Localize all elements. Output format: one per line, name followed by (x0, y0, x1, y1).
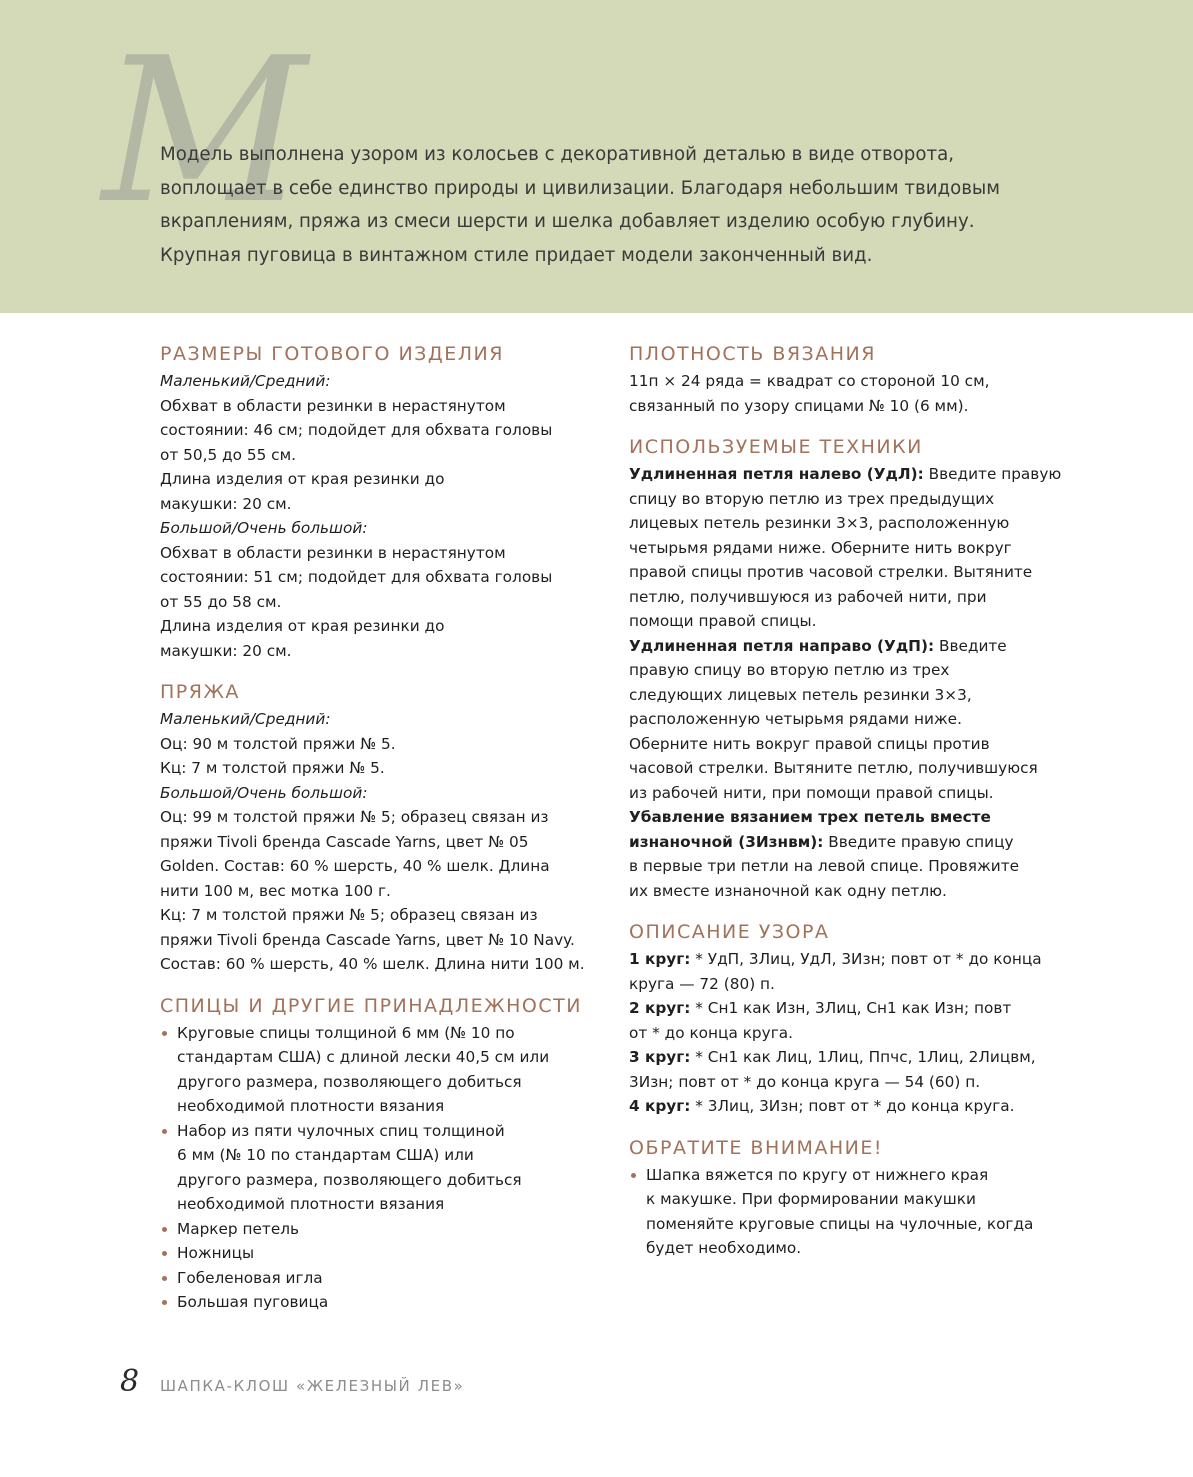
round-label: 3 круг: (629, 1048, 691, 1066)
text-line: пряжи Tivoli бренда Cascade Yarns, цвет № 05 (160, 832, 529, 851)
text-line: поменяйте круговые спицы на чулочные, когда (646, 1214, 1034, 1233)
running-title: ШАПКА-КЛОШ «ЖЕЛЕЗНЫЙ ЛЕВ» (160, 1377, 465, 1395)
text-line: Golden. Состав: 60 % шерсть, 40 % шелк. Длина (160, 857, 550, 875)
text-line: спицу во вторую петлю из трех предыдущих (629, 489, 995, 508)
text-line: следующих лицевых петель резинки 3×3, (629, 685, 972, 704)
term-label: Удлиненная петля направо (УдП): (629, 636, 935, 655)
text-line: пряжи Tivoli бренда Cascade Yarns, цвет № 10 Navy. (160, 930, 575, 949)
right-column (629, 339, 1075, 1275)
text-line: круга — 72 (80) п. (629, 974, 775, 993)
yarn-section (160, 677, 600, 977)
text-line: будет необходимо. (646, 1239, 802, 1257)
text-line: Длина изделия от края резинки до (160, 617, 445, 635)
text-line: Маркер петель (177, 1219, 300, 1238)
list-item (160, 1290, 600, 1315)
text-line: нити 100 м, вес мотка 100 г. (160, 881, 391, 900)
text-line: состоянии: 46 см; подойдет для обхвата головы (160, 421, 553, 439)
text-line: расположенную четырьмя рядами ниже. (629, 710, 962, 728)
text-line (629, 830, 1075, 855)
term-text: Введите правую (923, 465, 1062, 483)
term-label: Удлиненная петля налево (УдЛ): (629, 465, 924, 483)
techniques-heading: ИСПОЛЬЗУЕМЫЕ ТЕХНИКИ (629, 436, 923, 458)
text-line: связанный по узору спицами № 10 (6 мм). (629, 396, 969, 415)
text-line: Кц: 7 м толстой пряжи № 5. (160, 759, 385, 777)
text-line: Обхват в области резинки в нерастянутом (160, 396, 506, 415)
intro-line: вкраплениям, пряжа из смеси шерсти и шелка добавляет изделию особую глубину. (160, 211, 975, 232)
text-line: другого размера, позволяющего добиться (177, 1170, 522, 1189)
text-line (629, 462, 1075, 487)
pattern-section (629, 917, 1075, 1119)
size-subheading: Большой/Очень большой: (160, 519, 368, 537)
text-line: Оберните нить вокруг правой спицы против (629, 734, 990, 753)
text-line: необходимой плотности вязания (177, 1097, 445, 1115)
pattern-heading: ОПИСАНИЕ УЗОРА (629, 921, 830, 943)
gauge-section (629, 339, 1075, 418)
text-line: Оц: 99 м толстой пряжи № 5; образец связан из (160, 808, 549, 826)
round-label: 4 круг: (629, 1097, 691, 1115)
text-line: в первые три петли на левой спице. Провяжите (629, 857, 1020, 875)
size-subheading: Маленький/Средний: (160, 372, 331, 390)
text-line: 11п × 24 ряда = квадрат со стороной 10 см, (629, 372, 990, 390)
text-line: 3Изн; повт от * до конца круга — 54 (60) п. (629, 1072, 981, 1091)
note-section (629, 1133, 1075, 1261)
intro-paragraph (160, 138, 1080, 272)
sizes-section (160, 339, 600, 663)
text-line: Большая пуговица (177, 1293, 329, 1311)
text-line: часовой стрелки. Вытяните петлю, получившуюся (629, 759, 1038, 777)
list-item (160, 1241, 600, 1266)
term-label: изнаночной (3Изнвм): (629, 832, 824, 851)
text-line: к макушке. При формировании макушки (646, 1190, 976, 1208)
text-line: Обхват в области резинки в нерастянутом (160, 543, 506, 562)
round-label: 1 круг: (629, 950, 691, 968)
text-line: от 55 до 58 см. (160, 592, 282, 611)
size-subheading: Маленький/Средний: (160, 710, 331, 728)
text-line: другого размера, позволяющего добиться (177, 1072, 522, 1091)
text-line: Набор из пяти чулочных спиц толщиной (177, 1121, 505, 1140)
round-text: * УдП, 3Лиц, УдЛ, 3Изн; повт от * до конца (690, 950, 1042, 968)
intro-line: Модель выполнена узором из колосьев с декоративной деталью в виде отворота, (160, 144, 954, 165)
round-text: * 3Лиц, 3Изн; повт от * до конца круга. (690, 1097, 1015, 1115)
text-line: макушки: 20 см. (160, 641, 292, 660)
sizes-heading: РАЗМЕРЫ ГОТОВОГО ИЗДЕЛИЯ (160, 343, 504, 365)
yarn-heading: ПРЯЖА (160, 681, 240, 703)
text-line: Гобеленовая игла (177, 1268, 323, 1287)
text-line: петлю, получившуюся из рабочей нити, при (629, 587, 987, 606)
list-item (160, 1266, 600, 1291)
intro-line: Крупная пуговица в винтажном стиле придает модели законченный вид. (160, 244, 873, 266)
intro-panel (0, 0, 1193, 313)
note-heading: ОБРАТИТЕ ВНИМАНИЕ! (629, 1136, 883, 1159)
text-line: Шапка вяжется по кругу от нижнего края (646, 1165, 989, 1184)
tools-heading: СПИЦЫ И ДРУГИЕ ПРИНАДЛЕЖНОСТИ (160, 994, 582, 1017)
text-line: правую спицу во вторую петлю из трех (629, 661, 950, 679)
text-line: помощи правой спицы. (629, 612, 817, 630)
round-text: * Сн1 как Изн, 3Лиц, Сн1 как Изн; повт (690, 999, 1012, 1017)
page-number: 8 (120, 1364, 140, 1399)
round-label: 2 круг: (629, 999, 691, 1017)
text-line: от 50,5 до 55 см. (160, 445, 296, 464)
text-line: четырьмя рядами ниже. Оберните нить вокруг (629, 538, 1012, 557)
term-text: Введите правую спицу (823, 832, 1014, 851)
drop-cap: M (102, 15, 307, 248)
list-item (160, 1119, 600, 1217)
text-line: Круговые спицы толщиной 6 мм (№ 10 по (177, 1023, 515, 1042)
text-line: их вместе изнаночной как одну петлю. (629, 881, 947, 900)
text-line: макушки: 20 см. (160, 494, 292, 513)
tools-section (160, 991, 600, 1315)
round-text: * Сн1 как Лиц, 1Лиц, Ппчс, 1Лиц, 2Лицвм, (690, 1048, 1036, 1066)
text-line (629, 996, 1075, 1021)
text-line (629, 947, 1075, 972)
techniques-section (629, 432, 1075, 903)
text-line: 6 мм (№ 10 по стандартам США) или (177, 1146, 474, 1164)
gauge-heading: ПЛОТНОСТЬ ВЯЗАНИЯ (629, 343, 876, 365)
text-line: Состав: 60 % шерсть, 40 % шелк. Длина нити 100 м. (160, 955, 585, 973)
text-line: состоянии: 51 см; подойдет для обхвата головы (160, 568, 553, 586)
text-line: Оц: 90 м толстой пряжи № 5. (160, 734, 396, 753)
list-item (160, 1021, 600, 1119)
text-line: правой спицы против часовой стрелки. Вытяните (629, 563, 1033, 581)
text-line (629, 634, 1075, 659)
size-subheading: Большой/Очень большой: (160, 783, 368, 802)
term-text: Введите (934, 636, 1007, 655)
text-line (629, 1045, 1075, 1070)
text-line: стандартам США) с длиной лески 40,5 см или (177, 1048, 550, 1066)
intro-line: воплощает в себе единство природы и цивилизации. Благодаря небольшим твидовым (160, 177, 1001, 199)
text-line: Ножницы (177, 1244, 255, 1262)
list-item (160, 1217, 600, 1242)
text-line: Длина изделия от края резинки до (160, 470, 445, 488)
text-line: от * до конца круга. (629, 1023, 793, 1042)
text-line: из рабочей нити, при помощи правой спицы. (629, 783, 994, 802)
left-column (160, 339, 600, 1329)
list-item (629, 1163, 1075, 1261)
term-label: Убавление вязанием трех петель вместе (629, 808, 991, 826)
text-line (629, 1094, 1075, 1119)
text-line: Кц: 7 м толстой пряжи № 5; образец связан из (160, 906, 538, 924)
text-line: необходимой плотности вязания (177, 1195, 445, 1213)
text-line: лицевых петель резинки 3×3, расположенную (629, 514, 1010, 532)
